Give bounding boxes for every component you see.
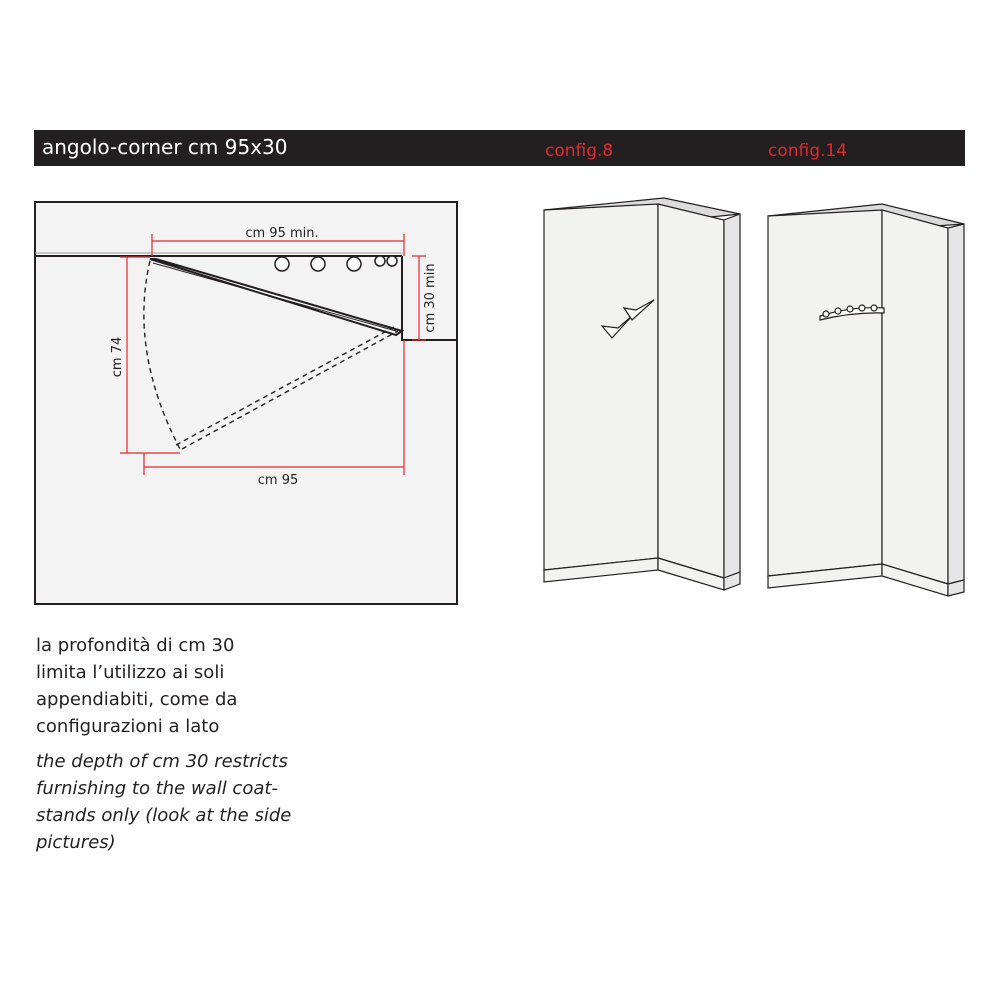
config-14-label: config.14: [768, 141, 848, 161]
caption-line: configurazioni a lato: [36, 716, 220, 737]
caption-line: limita l’utilizzo ai soli: [36, 662, 225, 683]
dim-top-label: cm 95 min.: [245, 226, 319, 241]
config-14-elevation: [764, 198, 969, 598]
caption-line: appendiabiti, come da: [36, 689, 238, 710]
config-8-label: config.8: [545, 141, 614, 161]
header-bar: [34, 130, 965, 166]
caption-line: the depth of cm 30 restricts: [36, 751, 288, 772]
caption-english: [36, 748, 336, 856]
caption-line: stands only (look at the side: [36, 805, 292, 826]
caption-line: la profondità di cm 30: [36, 635, 235, 656]
corner-plan-diagram: [34, 201, 458, 605]
dim-right-label: cm 30 min: [423, 263, 438, 333]
caption-line: pictures): [36, 832, 116, 853]
dim-left-label: cm 74: [110, 336, 125, 378]
caption-italian: [36, 632, 336, 740]
caption-line: furnishing to the wall coat-: [36, 778, 278, 799]
config-8-elevation: [540, 192, 745, 592]
header-title: angolo-corner cm 95x30: [42, 135, 288, 159]
dim-bottom-label: cm 95: [257, 473, 299, 488]
